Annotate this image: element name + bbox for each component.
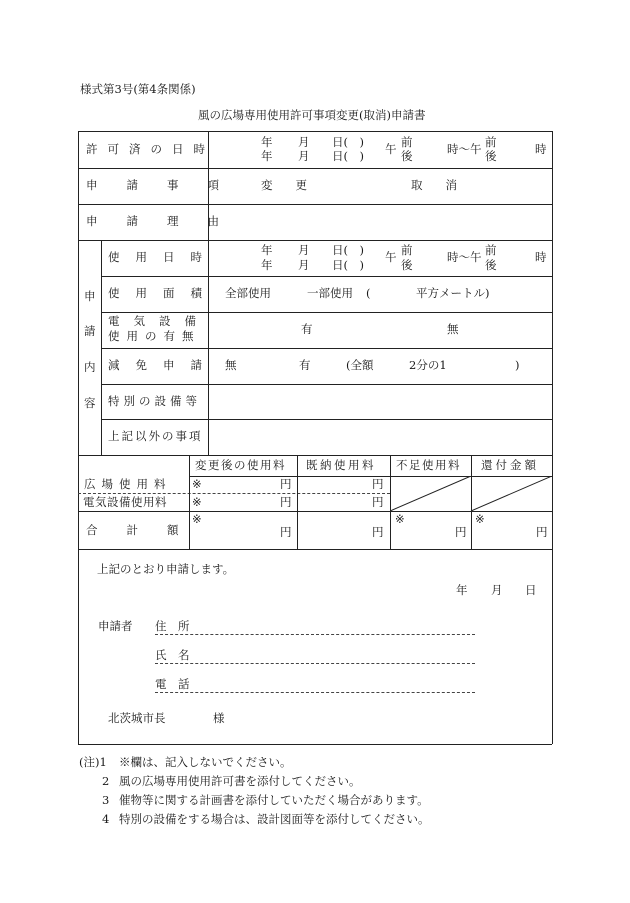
note-number: 4 [102, 812, 110, 826]
reduction-full-option[interactable]: (全額 [346, 358, 374, 372]
fee-header-paid: 既納使用料 [306, 458, 376, 472]
yen-unit: 円 [372, 525, 384, 539]
phone-field[interactable] [155, 692, 475, 693]
area-unit: 平方メートル) [416, 286, 490, 300]
special-equipment-field[interactable] [209, 385, 551, 418]
fee-header-after-change: 変更後の使用料 [195, 458, 286, 472]
note-prefix: (注)1 [79, 755, 107, 769]
name-field[interactable] [155, 663, 475, 664]
diagonal-strike [390, 476, 552, 512]
fee-header-shortage: 不足使用料 [396, 458, 461, 472]
mark-symbol: ※ [192, 512, 202, 526]
full-use-option[interactable]: 全部使用 [225, 286, 271, 300]
applicant-label: 申請者 [98, 619, 133, 633]
yen-unit: 円 [372, 477, 384, 491]
request-item-label: 申請事項 [86, 178, 248, 192]
fee-row-electric: 電気設備使用料 [83, 495, 167, 509]
other-items-field[interactable] [209, 420, 551, 454]
equipment-label-line1: 電気設備 [108, 314, 210, 328]
note-number: 2 [102, 774, 110, 788]
declaration-text: 上記のとおり申請します。 [97, 562, 235, 576]
note-item: 風の広場専用使用許可書を添付してください。 [119, 774, 361, 788]
yen-unit: 円 [372, 495, 384, 509]
yen-unit: 円 [280, 477, 292, 491]
honorific: 様 [213, 711, 225, 725]
fee-row-total: 合計額 [86, 523, 208, 537]
cancel-option[interactable]: 取 消 [411, 178, 457, 192]
mark-symbol: ※ [192, 495, 202, 509]
other-items-label: 上記以外の事項 [108, 429, 203, 443]
name-label: 氏 名 [155, 648, 190, 662]
change-option[interactable]: 変 更 [261, 178, 307, 192]
phone-label: 電 話 [155, 677, 190, 691]
reduction-paren-close: ) [515, 358, 520, 372]
use-area-label: 使用面積 [108, 286, 218, 300]
request-reason-field[interactable] [209, 205, 551, 239]
form-number: 様式第3号(第4条関係) [80, 82, 196, 96]
note-number: 3 [102, 793, 110, 807]
yen-unit: 円 [536, 525, 548, 539]
mark-symbol: ※ [192, 477, 202, 491]
yen-unit: 円 [280, 495, 292, 509]
note-item: 催物等に関する計画書を添付していただく場合があります。 [119, 793, 429, 807]
reduction-half-option[interactable]: 2分の1 [409, 358, 447, 372]
address-label: 住 所 [155, 619, 190, 633]
special-equipment-label: 特別の設備等 [108, 394, 201, 408]
address-field[interactable] [155, 634, 475, 635]
permit-date-label: 許可済の日時 [86, 142, 215, 156]
equipment-yes-option[interactable]: 有 [301, 322, 313, 336]
reduction-yes-option[interactable]: 有 [299, 358, 311, 372]
page-title: 風の広場専用使用許可事項変更(取消)申請書 [198, 108, 426, 122]
use-datetime-label: 使用日時 [108, 250, 218, 264]
mark-symbol: ※ [475, 512, 485, 526]
fee-header-refund: 還付金額 [481, 458, 539, 472]
reduction-label: 減免申請 [108, 358, 218, 372]
area-paren-open: ( [366, 286, 371, 300]
mark-symbol: ※ [395, 512, 405, 526]
partial-use-option[interactable]: 一部使用 [307, 286, 353, 300]
addressee: 北茨城市長 [108, 711, 166, 725]
note-item: ※欄は、記入しないでください。 [119, 755, 292, 769]
request-reason-label: 申請理由 [86, 214, 248, 228]
equipment-no-option[interactable]: 無 [447, 322, 459, 336]
note-item: 特別の設備をする場合は、設計図面等を添付してください。 [119, 812, 430, 826]
fee-row-plaza: 広場使用料 [84, 477, 172, 491]
yen-unit: 円 [455, 525, 467, 539]
reduction-no-option[interactable]: 無 [225, 358, 237, 372]
yen-unit: 円 [280, 525, 292, 539]
equipment-label-line2: 使用の有無 [108, 329, 201, 343]
